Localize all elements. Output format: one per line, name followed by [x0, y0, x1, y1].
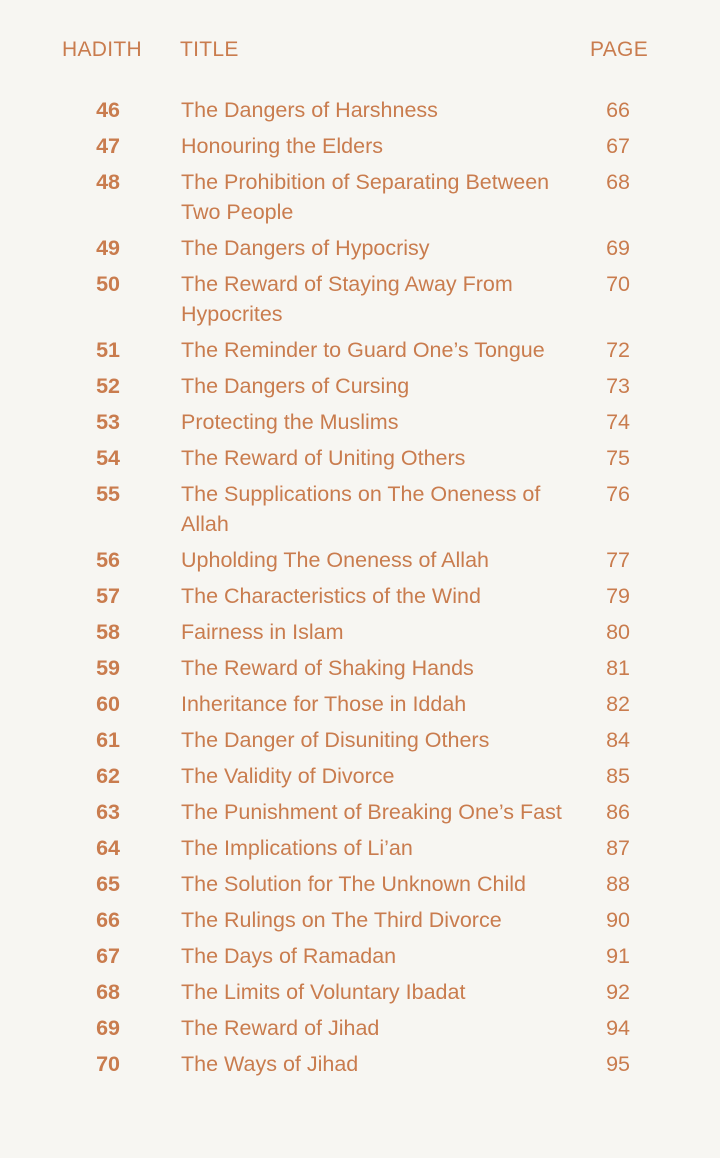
hadith-title: The Reminder to Guard One’s Tongue: [181, 338, 545, 362]
hadith-number: 61: [96, 728, 120, 752]
page-number: 88: [606, 872, 630, 896]
toc-row: [0, 758, 720, 794]
hadith-number: 67: [96, 944, 120, 968]
hadith-title: Upholding The Oneness of Allah: [181, 548, 489, 572]
toc-row: [0, 794, 720, 830]
toc-row: [0, 1010, 720, 1046]
hadith-number: 62: [96, 764, 120, 788]
hadith-number: 46: [96, 98, 120, 122]
hadith-number: 70: [96, 1052, 120, 1076]
hadith-number: 52: [96, 374, 120, 398]
page-number: 82: [606, 692, 630, 716]
toc-row: [0, 650, 720, 686]
hadith-title: Honouring the Elders: [181, 134, 383, 158]
hadith-title: The Prohibition of Separating Between Two People: [181, 170, 550, 224]
hadith-title: The Implications of Li’an: [181, 836, 413, 860]
page-number: 90: [606, 908, 630, 932]
page-number: 66: [606, 98, 630, 122]
title-column-header: TITLE: [180, 38, 239, 61]
hadith-title: The Validity of Divorce: [181, 764, 395, 788]
hadith-number: 47: [96, 134, 120, 158]
hadith-title: The Limits of Voluntary Ibadat: [181, 980, 466, 1004]
page-number: 94: [606, 1016, 630, 1040]
hadith-number: 65: [96, 872, 120, 896]
page-number: 79: [606, 584, 630, 608]
page-number: 72: [606, 338, 630, 362]
hadith-column-header: HADITH: [62, 38, 142, 61]
toc-row: [0, 230, 720, 266]
toc-row: [0, 368, 720, 404]
hadith-title: The Characteristics of the Wind: [181, 584, 481, 608]
hadith-title: The Supplications on The Oneness of Allah: [181, 482, 541, 536]
page-number: 85: [606, 764, 630, 788]
hadith-number: 69: [96, 1016, 120, 1040]
toc-row: [0, 830, 720, 866]
toc-row: [0, 902, 720, 938]
hadith-number: 48: [96, 170, 120, 194]
toc-row: [0, 404, 720, 440]
toc-row: [0, 686, 720, 722]
toc-row: [0, 266, 720, 332]
toc-header: [0, 38, 720, 72]
hadith-number: 60: [96, 692, 120, 716]
toc-row: [0, 974, 720, 1010]
toc-row: [0, 938, 720, 974]
hadith-title: The Reward of Staying Away From Hypocrites: [181, 272, 513, 326]
hadith-number: 59: [96, 656, 120, 680]
toc-list: [0, 92, 720, 1082]
page-number: 73: [606, 374, 630, 398]
hadith-number: 55: [96, 482, 120, 506]
toc-row: [0, 614, 720, 650]
hadith-number: 58: [96, 620, 120, 644]
hadith-title: The Punishment of Breaking One’s Fast: [181, 800, 562, 824]
page-number: 91: [606, 944, 630, 968]
toc-row: [0, 578, 720, 614]
page-number: 87: [606, 836, 630, 860]
toc-row: [0, 866, 720, 902]
hadith-title: The Reward of Uniting Others: [181, 446, 466, 470]
hadith-title: The Reward of Shaking Hands: [181, 656, 474, 680]
toc-row: [0, 1046, 720, 1082]
page-column-header: PAGE: [590, 38, 648, 61]
page-number: 84: [606, 728, 630, 752]
page-number: 70: [606, 272, 630, 296]
toc-row: [0, 92, 720, 128]
toc-row: [0, 164, 720, 230]
toc-row: [0, 440, 720, 476]
hadith-title: The Days of Ramadan: [181, 944, 397, 968]
page-number: 74: [606, 410, 630, 434]
page-number: 68: [606, 170, 630, 194]
hadith-number: 50: [96, 272, 120, 296]
hadith-title: Inheritance for Those in Iddah: [181, 692, 467, 716]
hadith-number: 53: [96, 410, 120, 434]
page-number: 77: [606, 548, 630, 572]
page-number: 95: [606, 1052, 630, 1076]
hadith-number: 56: [96, 548, 120, 572]
toc-row: [0, 128, 720, 164]
hadith-number: 64: [96, 836, 120, 860]
page-number: 67: [606, 134, 630, 158]
hadith-title: The Dangers of Harshness: [181, 98, 438, 122]
toc-row: [0, 542, 720, 578]
hadith-title: The Dangers of Cursing: [181, 374, 410, 398]
page-number: 76: [606, 482, 630, 506]
page-number: 80: [606, 620, 630, 644]
page-number: 81: [606, 656, 630, 680]
hadith-title: The Rulings on The Third Divorce: [181, 908, 502, 932]
toc-row: [0, 476, 720, 542]
hadith-title: The Ways of Jihad: [181, 1052, 359, 1076]
hadith-number: 57: [96, 584, 120, 608]
hadith-number: 54: [96, 446, 120, 470]
hadith-title: Fairness in Islam: [181, 620, 344, 644]
page-number: 75: [606, 446, 630, 470]
hadith-title: The Solution for The Unknown Child: [181, 872, 526, 896]
hadith-title: The Danger of Disuniting Others: [181, 728, 490, 752]
page-number: 92: [606, 980, 630, 1004]
hadith-number: 63: [96, 800, 120, 824]
toc-row: [0, 722, 720, 758]
page-number: 86: [606, 800, 630, 824]
toc-row: [0, 332, 720, 368]
hadith-number: 49: [96, 236, 120, 260]
hadith-title: The Dangers of Hypocrisy: [181, 236, 430, 260]
hadith-title: Protecting the Muslims: [181, 410, 399, 434]
hadith-number: 51: [96, 338, 120, 362]
hadith-number: 66: [96, 908, 120, 932]
hadith-title: The Reward of Jihad: [181, 1016, 380, 1040]
hadith-number: 68: [96, 980, 120, 1004]
page-number: 69: [606, 236, 630, 260]
